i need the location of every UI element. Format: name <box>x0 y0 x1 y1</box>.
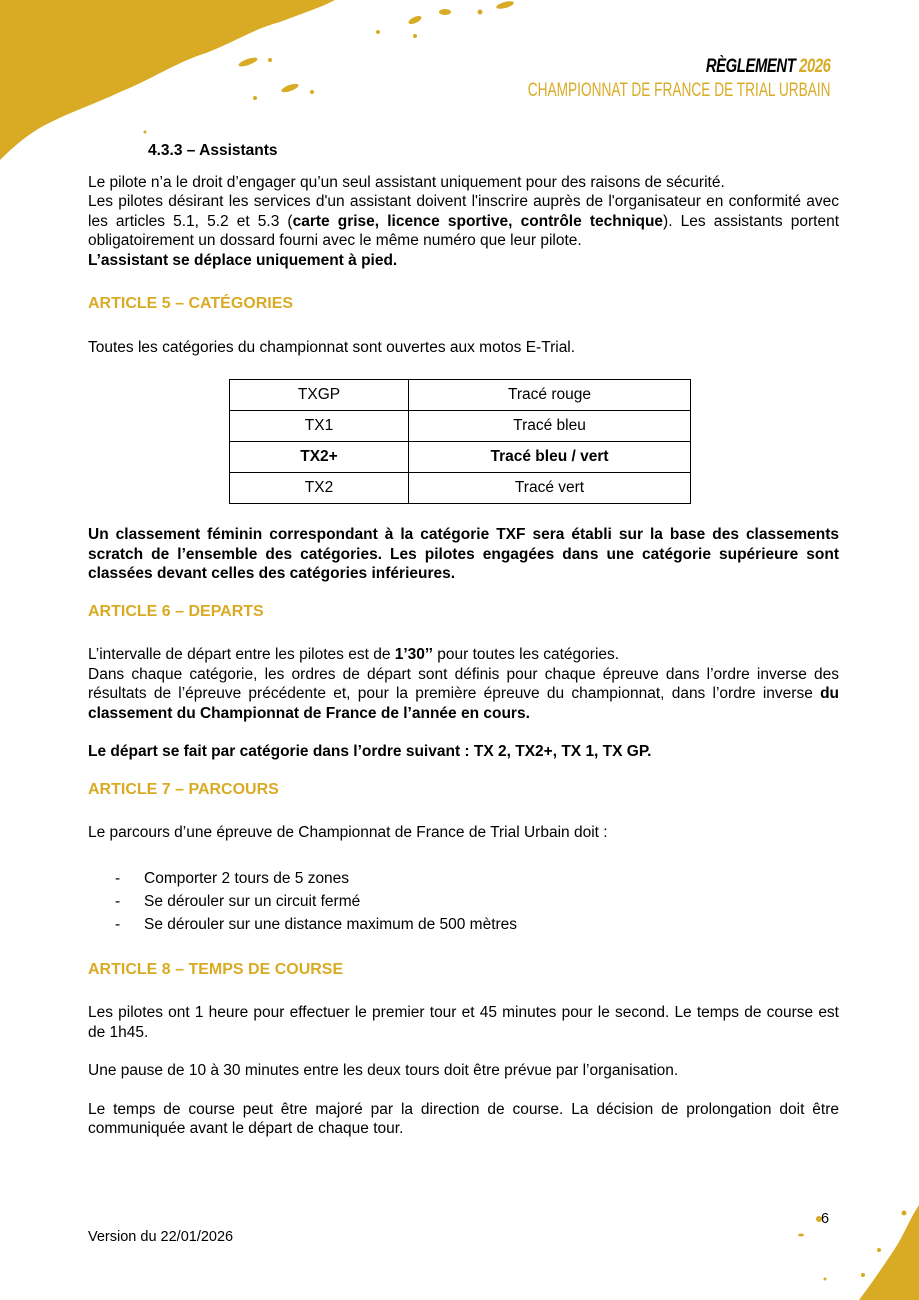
assistant-bold-line: L’assistant se déplace uniquement à pied. <box>88 251 398 269</box>
header-title-word: RÈGLEMENT <box>706 56 796 77</box>
page-content <box>88 141 839 1139</box>
article-8-paragraph-2: Une pause de 10 à 30 minutes entre les deux tours doit être prévue par l’organisation. <box>88 1062 679 1079</box>
article-5-note: Un classement féminin correspondant à la catégorie TXF sera établi sur la base des classements scratch de l’ensemble des catégories. Les pilotes engagées dans une catégorie supérieure sont classées devant celles des catégories inférieures. <box>88 526 839 582</box>
table-row <box>230 442 691 473</box>
article-7-heading: ARTICLE 7 – PARCOURS <box>88 780 279 798</box>
cell-track: Tracé bleu / vert <box>409 442 691 473</box>
section-heading-433: 4.3.3 – Assistants <box>148 142 278 159</box>
cell-track: Tracé vert <box>409 473 691 504</box>
list-item: - Comporter 2 tours de 5 zones <box>115 869 350 887</box>
article-6-order: Le départ se fait par catégorie dans l’ordre suivant : TX 2, TX2+, TX 1, TX GP. <box>88 743 652 760</box>
cell-category: TX1 <box>230 411 409 442</box>
cell-track: Tracé rouge <box>409 380 691 411</box>
header-title-year: 2026 <box>799 56 831 77</box>
document-header <box>410 56 831 102</box>
table-row <box>230 473 691 504</box>
header-title <box>503 56 831 78</box>
list-item: - Se dérouler sur un circuit fermé <box>115 892 361 910</box>
assistant-paragraph: Le pilote n’a le droit d’engager qu’un seul assistant uniquement pour des raisons de sécurité. Les pilotes désirant les services d'un assistant doivent l'inscrire auprès de l'organisateur en conformité avec les articles 5.1, 5.2 et 5.3 (carte grise, licence sportive, contrôle technique). Les assistants portent obligatoirement un dossard fourni avec le même numéro que leur pilote. L’assistant se déplace uniquement à pied. <box>88 173 839 269</box>
footer-version: Version du 22/01/2026 <box>88 1229 234 1245</box>
table-row <box>230 380 691 411</box>
cell-track: Tracé bleu <box>409 411 691 442</box>
article-8-heading: ARTICLE 8 – TEMPS DE COURSE <box>88 960 344 978</box>
article-7-intro: Le parcours d’une épreuve de Championnat de France de Trial Urbain doit : <box>88 824 608 841</box>
header-subtitle: CHAMPIONNAT DE FRANCE DE TRIAL URBAIN <box>528 80 831 101</box>
article-7-list <box>88 867 839 936</box>
table-row <box>230 411 691 442</box>
article-6-paragraph: L’intervalle de départ entre les pilotes est de 1’30’’ pour toutes les catégories. Dans chaque catégorie, les ordres de départ sont définis pour chaque épreuve dans l’ordre inverse des résultats de l’épreuve précédente et, pour la première épreuve du championnat, dans l’ordre inverse du classement du Championnat de France de l’année en cours. <box>88 646 839 722</box>
page-number: 6 <box>821 1211 830 1227</box>
categories-table <box>229 379 691 504</box>
paint-splash-decoration-bottom-right <box>779 1190 919 1300</box>
cell-category: TX2+ <box>230 442 409 473</box>
article-8-paragraph-1: Les pilotes ont 1 heure pour effectuer le premier tour et 45 minutes pour le second. Le temps de course est de 1h45. <box>88 1004 839 1041</box>
cell-category: TX2 <box>230 473 409 504</box>
cell-category: TXGP <box>230 380 409 411</box>
list-item: - Se dérouler sur une distance maximum de 500 mètres <box>115 915 518 933</box>
article-6-heading: ARTICLE 6 – DEPARTS <box>88 602 264 620</box>
article-8-paragraph-3: Le temps de course peut être majoré par la direction de course. La décision de prolongation doit être communiquée avant le départ de chaque tour. <box>88 1100 839 1137</box>
article-5-intro: Toutes les catégories du championnat sont ouvertes aux motos E-Trial. <box>88 338 576 356</box>
article-5-heading: ARTICLE 5 – CATÉGORIES <box>88 295 294 312</box>
